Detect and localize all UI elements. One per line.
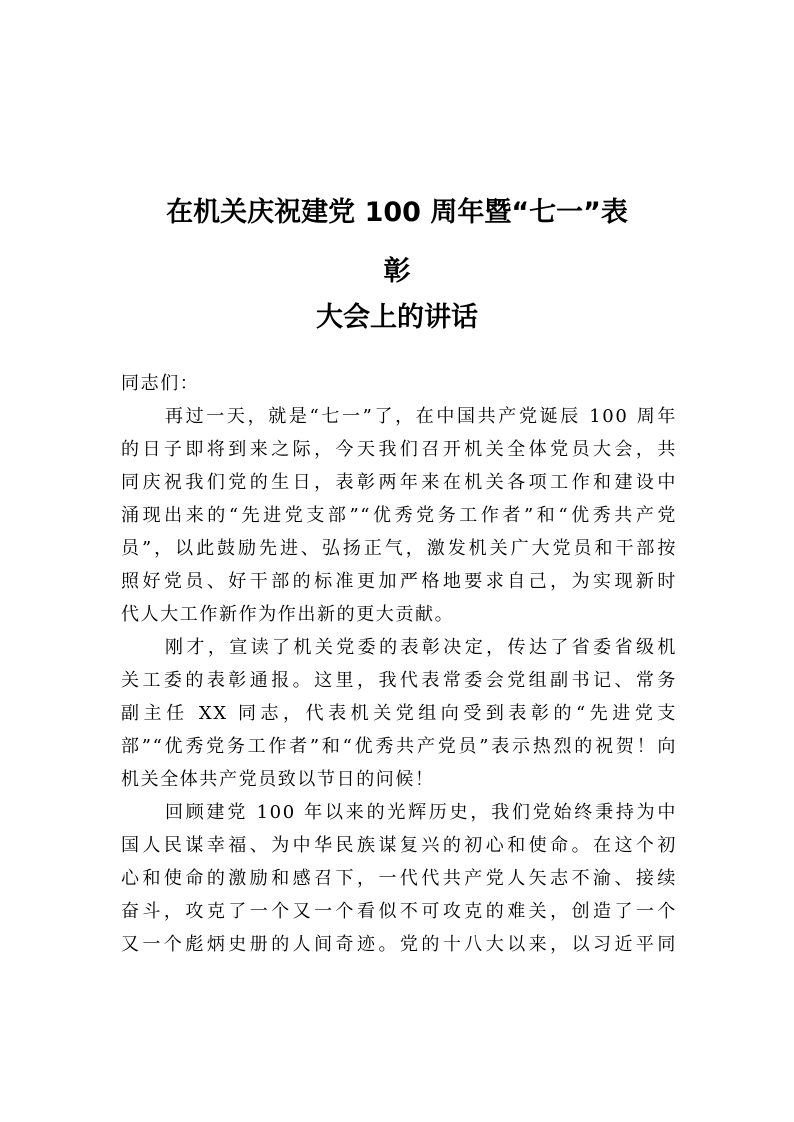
paragraph-line: 涌现出来的“先进党支部”“优秀党务工作者”和“优秀共产党 [121, 505, 677, 526]
paragraph-line: 回顾建党 100 年以来的光辉历史，我们党始终秉持为中 [165, 802, 677, 823]
title-line-3: 大会上的讲话 [316, 302, 478, 333]
paragraph-line: 员”，以此鼓励先进、弘扬正气，激发机关广大党员和干部按 [121, 538, 677, 559]
paragraph-line: 心和使命的激励和感召下，一代代共产党人矢志不渝、接续 [121, 868, 677, 889]
paragraph-line: 代人大工作新作为作出新的更大贡献。 [121, 604, 455, 625]
title-line-1: 在机关庆祝建党 100 周年暨“七一”表 [166, 197, 628, 228]
paragraph-1 [121, 400, 677, 631]
paragraph-line: 同庆祝我们党的生日，表彰两年来在机关各项工作和建设中 [121, 472, 677, 493]
paragraph-2 [121, 631, 677, 796]
paragraph-line: 刚才，宣读了机关党委的表彰决定，传达了省委省级机 [165, 637, 677, 658]
paragraph-line: 又一个彪炳史册的人间奇迹。党的十八大以来，以习近平同 [121, 934, 677, 955]
paragraph-line: 再过一天，就是“七一”了，在中国共产党诞辰 100 周年 [165, 406, 677, 427]
greeting: 同志们： [121, 373, 200, 394]
paragraph-line: 部”“优秀党务工作者”和“优秀共产党员”表示热烈的祝贺！向 [121, 736, 677, 757]
paragraph-line: 照好党员、好干部的标准更加严格地要求自己，为实现新时 [121, 571, 677, 592]
paragraph-line: 关工委的表彰通报。这里，我代表常委会党组副书记、常务 [121, 670, 677, 691]
paragraph-line: 的日子即将到来之际，今天我们召开机关全体党员大会，共 [121, 439, 677, 460]
paragraph-line: 副主任 XX 同志，代表机关党组向受到表彰的“先进党支 [121, 703, 677, 724]
paragraph-line: 奋斗，攻克了一个又一个看似不可攻克的难关，创造了一个 [121, 901, 677, 922]
paragraph-line: 国人民谋幸福、为中华民族谋复兴的初心和使命。在这个初 [121, 835, 677, 856]
title-line-2: 彰 [383, 256, 411, 287]
paragraph-line: 机关全体共产党员致以节日的问候！ [121, 769, 435, 790]
paragraph-3 [121, 796, 677, 961]
